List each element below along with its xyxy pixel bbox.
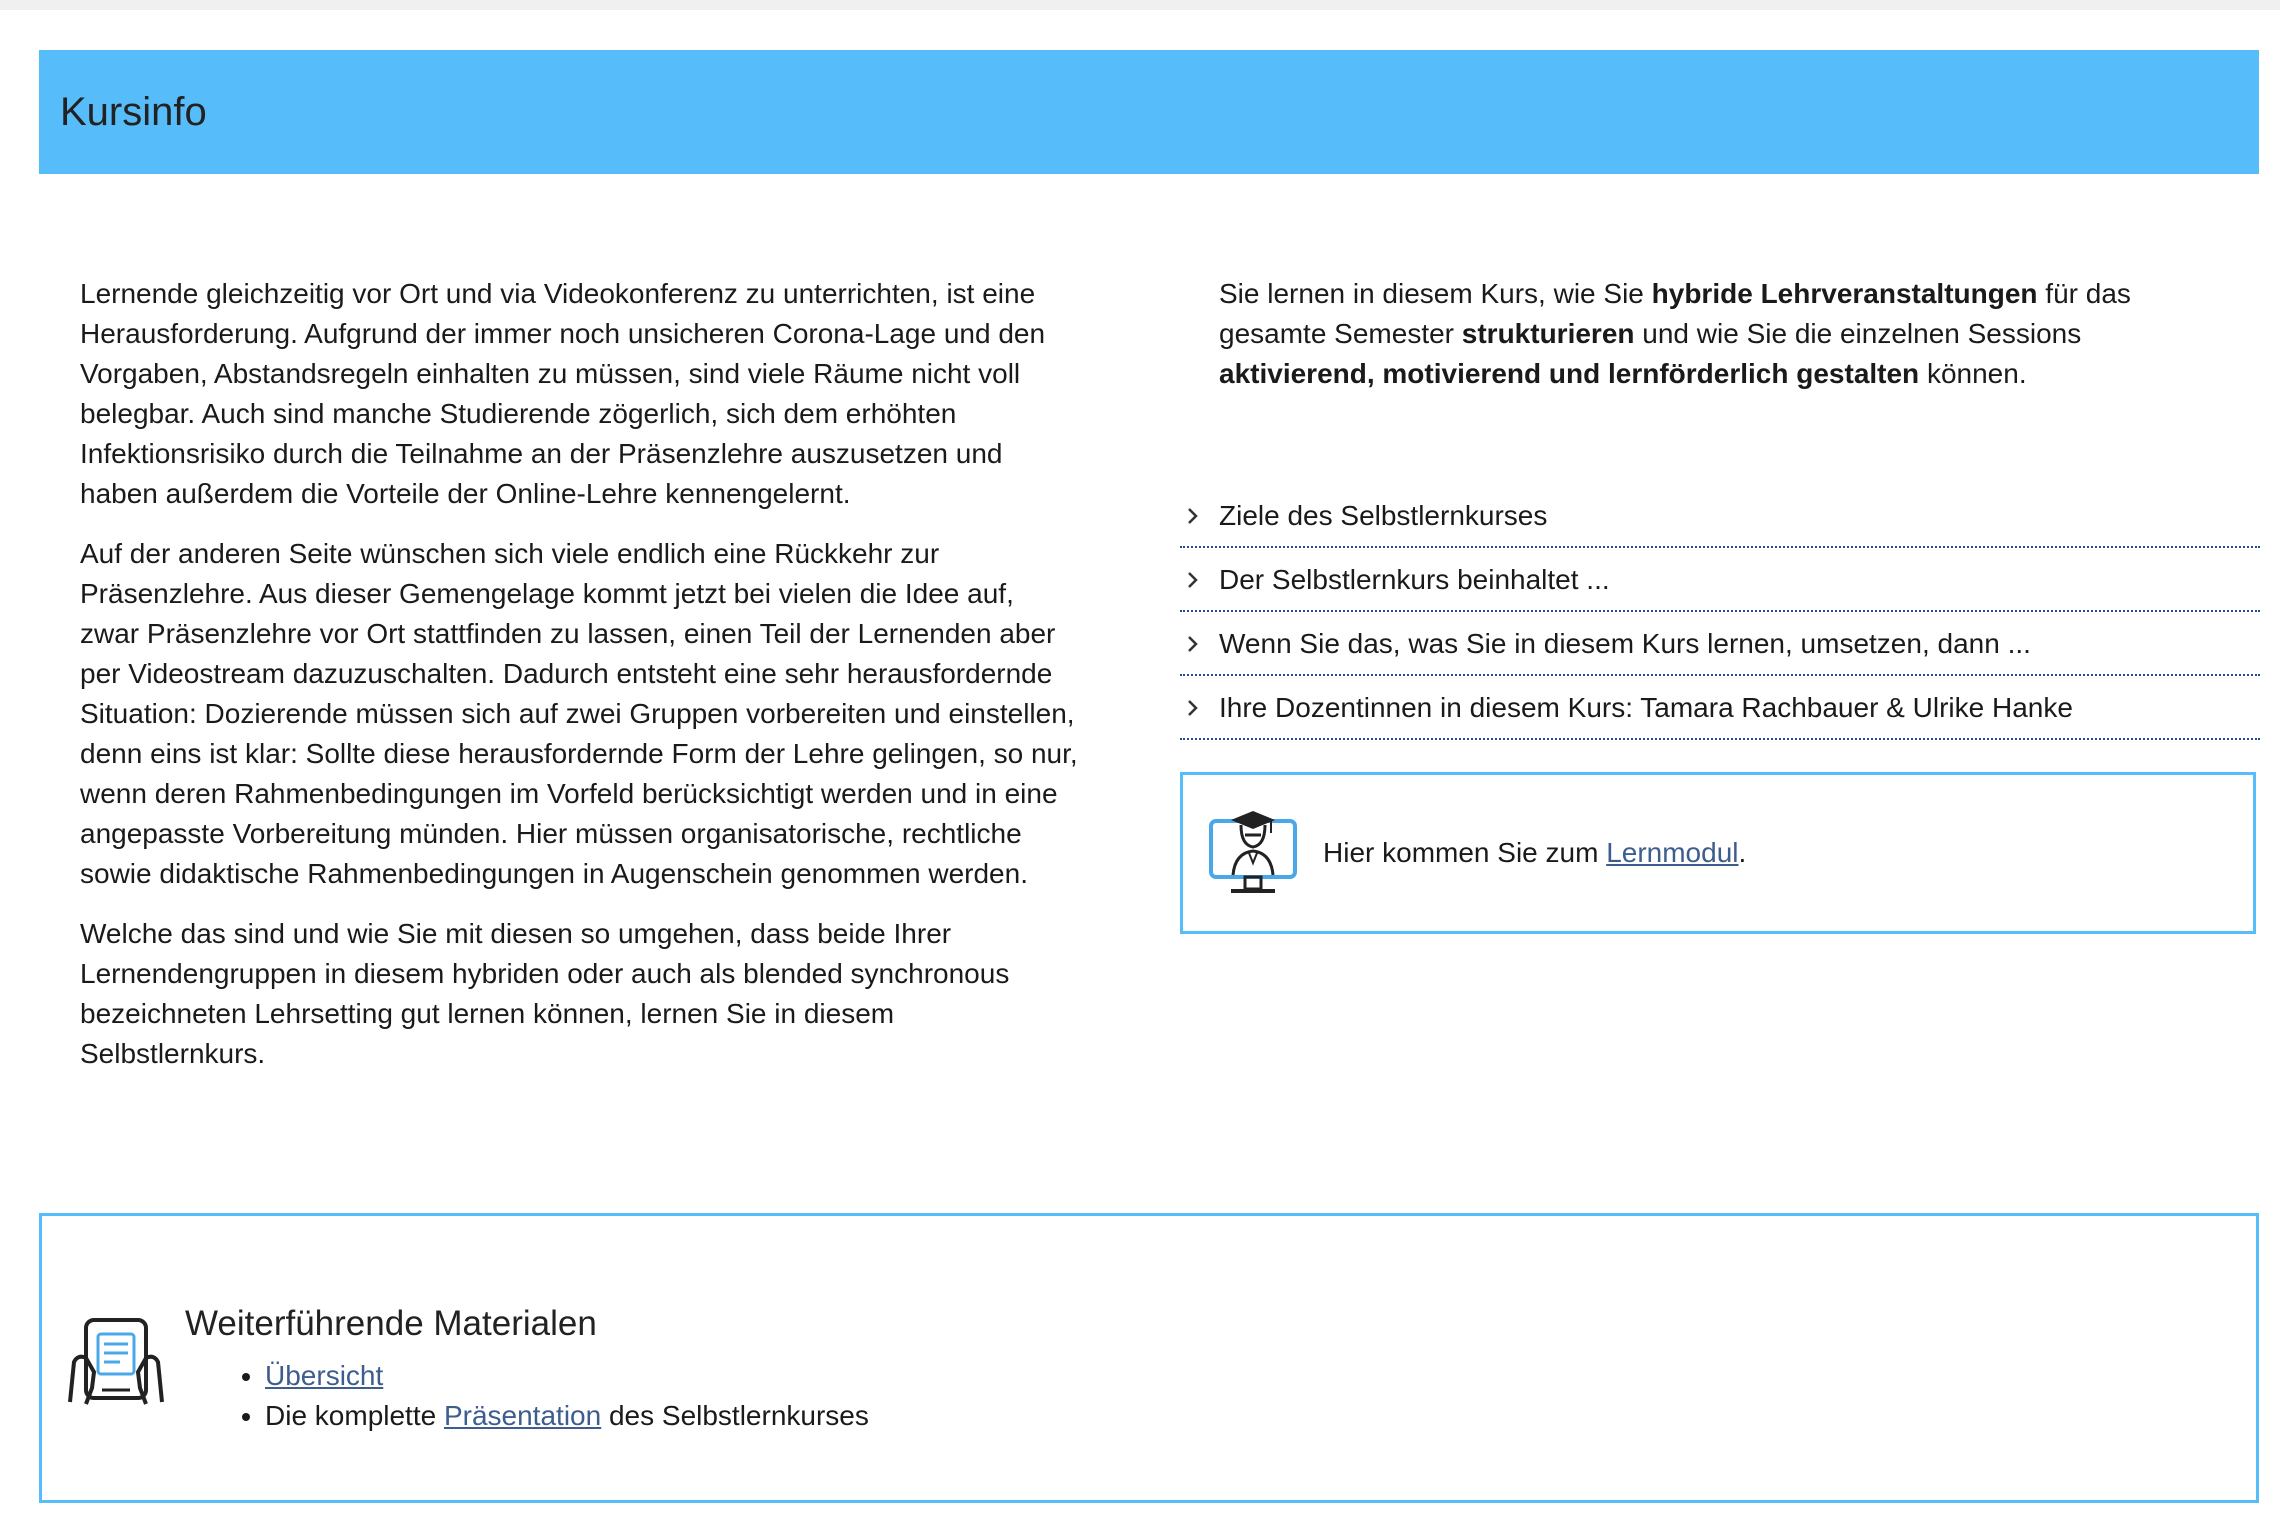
- kursinfo-header: [39, 50, 2259, 174]
- course-intro: [1219, 274, 2219, 394]
- lernmodul-punct: .: [1738, 837, 1747, 868]
- accordion-item-label: Ziele des Selbstlernkurses: [1219, 499, 1548, 531]
- intro-highlight: strukturieren: [1461, 318, 1635, 349]
- intro-text: für das gesamte Semester: [1219, 278, 2131, 349]
- description-paragraph: Lernende gleichzeitig vor Ort und via Videokonferenz zu unterrichten, ist eine Herausforderung. Aufgrund der immer noch unsicheren Corona-Lage und den Vorgaben, Abstandsregeln einhalten zu müssen, sind viele Räume nicht voll belegbar. Auch sind manche Studierende zögerlich, sich dem erhöhten Infektionsrisiko durch die Teilnahme an der Präsenzlehre auszusetzen und haben außerdem die Vorteile der Online-Lehre kennengelernt.: [80, 278, 1046, 509]
- accordion-item-ziele[interactable]: [1180, 484, 2260, 548]
- accordion-item-label: Der Selbstlernkurs beinhaltet ...: [1219, 563, 1610, 595]
- praesentation-link[interactable]: Präsentation: [443, 1400, 602, 1431]
- accordion-item-label: Wenn Sie das, was Sie in diesem Kurs lernen, umsetzen, dann ...: [1219, 627, 2031, 659]
- lernmodul-text: [1323, 837, 1746, 869]
- course-summary-column: [1180, 274, 2260, 934]
- description-paragraph: Welche das sind und wie Sie mit diesen so umgehen, dass beide Ihrer Lernendengruppen in diesem hybriden oder auch als blended synchronous bezeichneten Lehrsetting gut lernen können, lernen Sie in diesem Selbstlernkurs.: [80, 918, 1010, 1069]
- intro-highlight: aktivierend, motivierend und lernförderlich gestalten: [1219, 358, 1920, 389]
- chevron-right-icon: [1180, 698, 1219, 718]
- chevron-right-icon: [1180, 634, 1219, 654]
- page: [0, 10, 2280, 1528]
- uebersicht-link[interactable]: Übersicht: [265, 1360, 384, 1391]
- intro-highlight: hybride Lehrveranstaltungen: [1651, 278, 2038, 309]
- page-title: Kursinfo: [60, 89, 207, 134]
- lernmodul-label: Hier kommen Sie zum: [1323, 837, 1607, 868]
- intro-text: Sie lernen in diesem Kurs, wie Sie: [1219, 278, 1652, 309]
- accordion-item-inhalt[interactable]: [1180, 548, 2260, 612]
- materials-list: [185, 1356, 869, 1436]
- chevron-right-icon: [1180, 506, 1219, 526]
- accordion-item-dozentinnen[interactable]: [1180, 676, 2260, 740]
- tablet-hands-icon: [64, 1308, 168, 1412]
- graduate-monitor-icon: [1205, 805, 1301, 901]
- list-item: [265, 1396, 869, 1436]
- lernmodul-box: [1180, 772, 2256, 934]
- intro-text: und wie Sie die einzelnen Sessions: [1634, 318, 2082, 349]
- chevron-right-icon: [1180, 570, 1219, 590]
- materials-title: Weiterführende Materialen: [185, 1304, 597, 1343]
- list-item-text: Die komplette: [265, 1400, 444, 1431]
- list-item-text: des Selbstlernkurses: [601, 1400, 869, 1431]
- course-accordion: [1180, 484, 2260, 740]
- description-paragraph: Auf der anderen Seite wünschen sich viele endlich eine Rückkehr zur Präsenzlehre. Aus dieser Gemengelage kommt jetzt bei vielen die Idee auf, zwar Präsenzlehre vor Ort stattfinden zu lassen, einen Teil der Lernenden aber per Videostream dazuzuschalten. Dadurch entsteht eine sehr herausfordernde Situation: Dozierende müssen sich auf zwei Gruppen vorbereiten und einstellen, denn eins ist klar: Sollte diese herausfordernde Form der Lehre gelingen, so nur, wenn deren Rahmenbedingungen im Vorfeld berücksichtigt werden und in eine angepasste Vorbereitung münden. Hier müssen organisatorische, rechtliche sowie didaktische Rahmenbedingungen in Augenschein genommen werden.: [80, 538, 1078, 889]
- course-description: [80, 274, 1080, 1094]
- accordion-item-umsetzen[interactable]: [1180, 612, 2260, 676]
- materials-box: [39, 1213, 2259, 1503]
- accordion-item-label: Ihre Dozentinnen in diesem Kurs: Tamara Rachbauer & Ulrike Hanke: [1219, 691, 2073, 723]
- intro-text: können.: [1919, 358, 2027, 389]
- list-item: [265, 1356, 869, 1396]
- lernmodul-link[interactable]: Lernmodul: [1606, 837, 1739, 868]
